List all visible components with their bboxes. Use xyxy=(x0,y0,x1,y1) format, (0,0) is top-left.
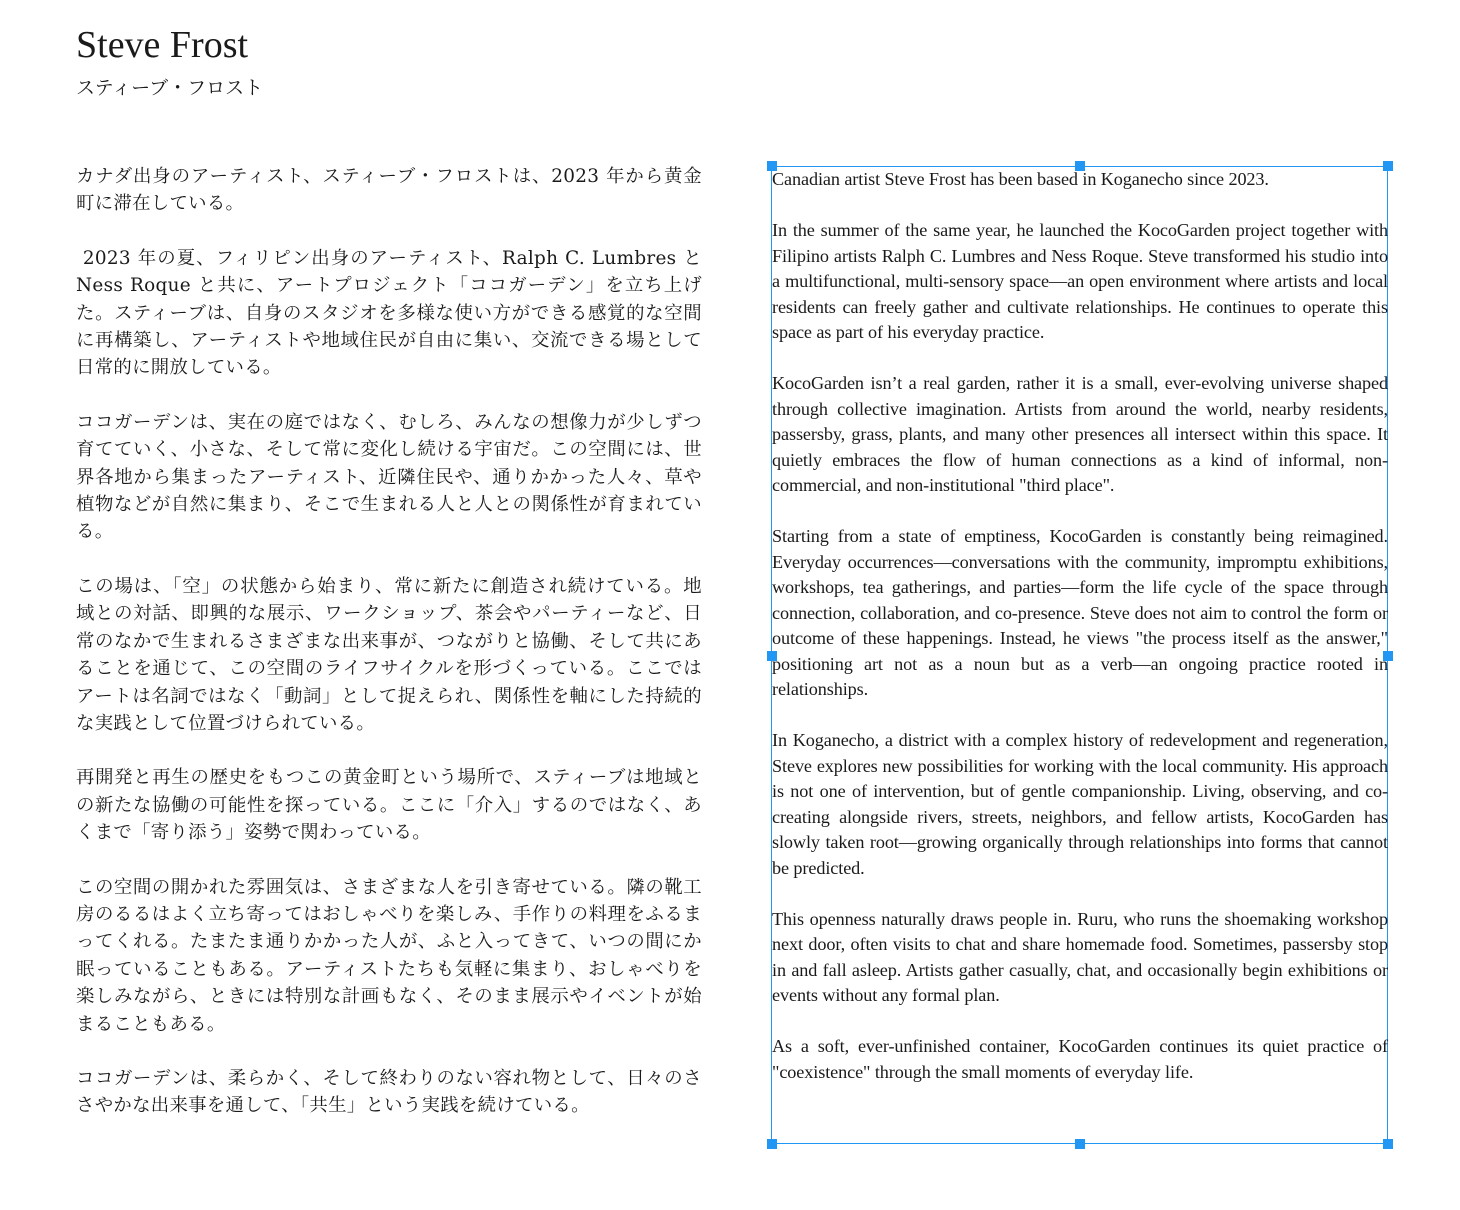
english-paragraph: As a soft, ever-unfinished container, KocoGarden continues its quiet practice of "coexistence" through the small moments of everyday life. xyxy=(772,1036,1388,1082)
english-text-column[interactable] xyxy=(772,167,1388,1111)
english-paragraph: KocoGarden isn’t a real garden, rather it is a small, ever-evolving universe shaped through collective imagination. Artists from around the world, nearby residents, passersby, grass, plants, and many other presences all intersect within this space. It quietly embraces the flow of human connections as a kind of informal, non-commercial, and non-institutional "third place". xyxy=(772,373,1388,495)
japanese-paragraph: ココガーデンは、柔らかく、そして終わりのない容れ物として、日々のささやかな出来事を通して、「共生」という実践を続けている。 xyxy=(76,1067,702,1117)
japanese-paragraph: 2023 年の夏、フィリピン出身のアーティスト、Ralph C. Lumbres と Ness Roque と共に、アートプロジェクト「ココガーデン」を立ち上げた。スティーブは、自身のスタジオを多様な使い方ができる感覚的な空間に再構築し、アーティストや地域住民が自由に集い、交流できる場として日常的に開放している。 xyxy=(76,247,709,379)
resize-handle-bottom-right[interactable] xyxy=(1383,1139,1393,1149)
japanese-text-column xyxy=(76,163,709,1147)
resize-handle-bottom-left[interactable] xyxy=(767,1139,777,1149)
english-paragraph: In Koganecho, a district with a complex history of redevelopment and regeneration, Steve explores new possibilities for working with the local community. His approach is not one of intervention, but of gentle companionship. Living, observing, and co-creating alongside rivers, streets, neighbors, and fellow artists, KocoGarden has slowly taken root—growing organically through relationships into forms that cannot be predicted. xyxy=(772,730,1388,878)
english-paragraph: Starting from a state of emptiness, KocoGarden is constantly being reimagined. Everyday occurrences—conversations with the community, impromptu exhibitions, workshops, tea gatherings, and parties—form the life cycle of the space through connection, collaboration, and co-presence. Steve does not aim to control the form or outcome of these happenings. Instead, he views "the process itself as the answer," positioning art not as a noun but as a verb—an ongoing practice rooted in relationships. xyxy=(772,526,1388,699)
japanese-paragraph: ココガーデンは、実在の庭ではなく、むしろ、みんなの想像力が少しずつ育てていく、小さな、そして常に変化し続ける宇宙だ。この空間には、世界各地から集まったアーティスト、近隣住民や、通りかかった人々、草や植物などが自然に集まり、そこで生まれる人と人との関係性が育まれている。 xyxy=(76,411,702,543)
resize-handle-bottom-center[interactable] xyxy=(1075,1139,1085,1149)
japanese-paragraph: 再開発と再生の歴史をもつこの黄金町という場所で、スティーブは地域との新たな協働の可能性を探っている。ここに「介入」するのではなく、あくまで「寄り添う」姿勢で関わっている。 xyxy=(76,767,702,844)
japanese-paragraph: カナダ出身のアーティスト、スティーブ・フロストは、2023 年から黄金町に滞在している。 xyxy=(76,166,702,215)
artist-name-japanese: スティーブ・フロスト xyxy=(76,77,264,99)
english-paragraph: Canadian artist Steve Frost has been based in Koganecho since 2023. xyxy=(772,169,1269,189)
japanese-paragraph: この空間の開かれた雰囲気は、さまざまな人を引き寄せている。隣の靴工房のるるはよく立ち寄ってはおしゃべりを楽しみ、手作りの料理をふるまってくれる。たまたま通りかかった人が、ふと入ってきて、いつの間にか眠っていることもある。アーティストたちも気軽に集まり、おしゃべりを楽しみながら、ときには特別な計画もなく、そのまま展示やイベントが始まることもある。 xyxy=(76,876,702,1035)
japanese-paragraph: この場は、「空」の状態から始まり、常に新たに創造され続けている。地域との対話、即興的な展示、ワークショップ、茶会やパーティーなど、日常のなかで生まれるさまざまな出来事が、つながりと協働、そして共にあることを通じて、この空間のライフサイクルを形づくっている。ここではアートは名詞ではなく「動詞」として捉えられ、関係性を軸にした持続的な実践として位置づけられている。 xyxy=(76,575,702,734)
artist-name-english: Steve Frost xyxy=(76,24,249,66)
english-paragraph: This openness naturally draws people in. Ruru, who runs the shoemaking workshop next door, often visits to chat and share homemade food. Sometimes, passersby stop in and fall asleep. Artists gather casually, chat, and occasionally begin exhibitions or events without any formal plan. xyxy=(772,908,1388,1005)
english-paragraph: In the summer of the same year, he launched the KocoGarden project together with Filipino artists Ralph C. Lumbres and Ness Roque. Steve transformed his studio into a multifunctional, multi-sensory space—an open environment where artists and local residents can freely gather and cultivate relationships. He continues to operate this space as part of his everyday practice. xyxy=(772,220,1388,342)
